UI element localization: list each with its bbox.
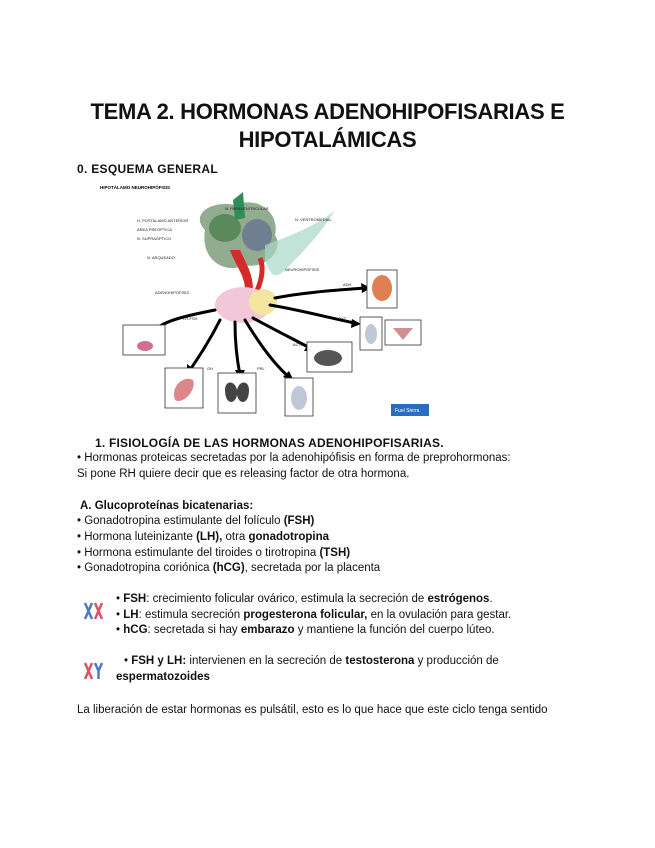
female-line: • hCG: secretada si hay embarazo y mantiene la función del cuerpo lúteo. [116, 624, 495, 636]
breast-icon [291, 386, 307, 410]
label-prl: PRL [257, 366, 265, 371]
label-supraoptico: N. SUPRAÓPTICO [137, 236, 172, 241]
list-item: • Gonadotropina estimulante del folículo (FSH) [77, 515, 315, 527]
list-item: • Hormona luteinizante (LH), otra gonadotropina [77, 531, 329, 543]
label-paraventricular: N. PARAVENTRICULAR [225, 206, 269, 211]
neurohypophysis-shape [249, 289, 277, 315]
male-line-2: espermatozoides [116, 671, 210, 683]
diagram-top-label: HIPOTÁLAMO NEUROHIPÓFISIS [100, 185, 171, 190]
label-arqueado: N. ARQUEADO [147, 255, 175, 260]
male-line: • FSH y LH: intervienen en la secreción de testosterona y producción de [124, 655, 499, 667]
label-area-preoptica: ÁREA PREÓPTICA [137, 227, 172, 232]
hypothalamus-pituitary-diagram [95, 180, 435, 420]
paragraph-line: • Hormonas proteicas secretadas por la adenohipófisis en forma de preprohormonas: [77, 452, 511, 464]
arrow-adh [275, 288, 365, 298]
kidney-icon [372, 275, 392, 301]
arrow-prl [245, 320, 290, 378]
list-item: • Gonadotropina coriónica (hCG), secretada por la placenta [77, 562, 381, 574]
label-ventromedial: N. VENTROMEDIAL [295, 217, 332, 222]
label-adh: ADH [343, 282, 352, 287]
section-heading-fisiologia: 1. FISIOLOGÍA DE LAS HORMONAS ADENOHIPOFISARIAS. [95, 436, 444, 450]
female-line: • LH: estimula secreción progesterona folicular, en la ovulación para gestar. [116, 609, 512, 621]
arrow-oxt [270, 305, 355, 323]
label-lh-fsh: LH-FSH [183, 316, 198, 321]
xy-chromosome-icon [83, 660, 105, 682]
adrenal-icon [314, 350, 342, 366]
arrow-gh [190, 320, 220, 370]
ovary-icon [137, 341, 153, 351]
closing-paragraph: La liberación de estar hormonas es pulsátil, esto es lo que hace que este ciclo tenga sentido [77, 704, 548, 716]
label-adenohipofisis: ADENOHIPÓFISIS [155, 290, 190, 295]
arrow-tsh [235, 322, 240, 375]
credit-text: Fuel Sierra [395, 408, 420, 414]
breast2-icon [365, 324, 377, 344]
arrowhead-6 [351, 319, 361, 328]
paragraph-line: Si pone RH quiere decir que es releasing factor de otra hormona. [77, 468, 410, 480]
label-oxt: OXT [338, 316, 347, 321]
section-heading-esquema: 0. ESQUEMA GENERAL [77, 162, 218, 176]
list-item: • Hormona estimulante del tiroides o tirotropina (TSH) [77, 547, 351, 559]
label-neurohipofisis: NEUROHIPÓFISIS [285, 267, 320, 272]
page-title: TEMA 2. HORMONAS ADENOHIPOFISARIAS E HIPOTALÁMICAS [90, 99, 565, 152]
subsection-heading-a: A. Glucoproteínas bicatenarias: [80, 500, 254, 512]
label-acth: ACTH [293, 342, 304, 347]
label-hipotalamo-anterior: H. POSTALAMO ANTERIOR [137, 218, 189, 223]
xx-chromosome-icon [83, 600, 105, 622]
female-line: • FSH: crecimiento folicular ovárico, estimula la secreción de estrógenos. [116, 593, 493, 605]
label-gh: GH [207, 366, 213, 371]
